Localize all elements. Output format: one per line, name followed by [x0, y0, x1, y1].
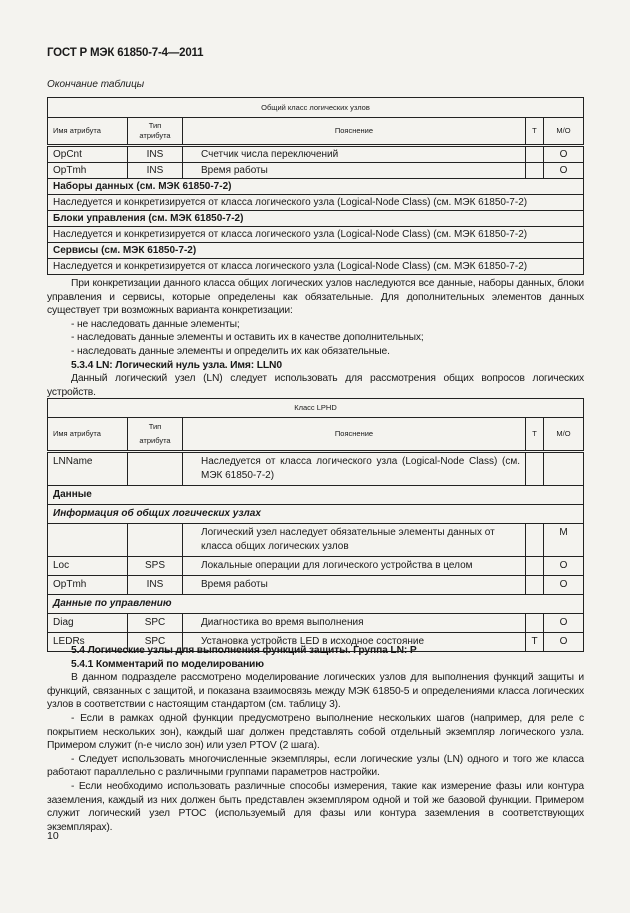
- cell-name: Diag: [48, 614, 128, 633]
- cell-mo: O: [543, 163, 583, 179]
- cell-type: [128, 452, 183, 486]
- table-row: [48, 614, 584, 633]
- col-header: Тип атрибута: [128, 418, 183, 452]
- cell-desc: Счетчик числа переключений: [183, 146, 526, 163]
- cell-mo: M: [544, 524, 584, 557]
- section-title: Наборы данных (см. МЭК 61850-7-2): [48, 179, 584, 195]
- cell-type: SPC: [128, 614, 183, 633]
- cell-mo: O: [544, 614, 584, 633]
- table-row: [48, 524, 584, 557]
- cell-desc: Наследуется от класса логического узла (Logical-Node Class) (см. МЭК 61850-7-2): [183, 452, 526, 486]
- section-title: Сервисы (см. МЭК 61850-7-2): [48, 243, 584, 259]
- cell-mo: O: [544, 576, 584, 595]
- document-header: ГОСТ Р МЭК 61850-7-4—2011: [47, 47, 204, 59]
- section-title: Данные: [48, 486, 584, 505]
- col-header: T: [525, 118, 543, 146]
- cell-t: [525, 146, 543, 163]
- cell-desc: Установка устройств LED в исходное состояние: [183, 633, 526, 652]
- cell-name: [48, 524, 128, 557]
- table-row: [48, 576, 584, 595]
- cell-mo: O: [544, 557, 584, 576]
- cell-type: [128, 524, 183, 557]
- col-header: Пояснение: [183, 418, 526, 452]
- table-row: [48, 146, 584, 163]
- body-text-1: [47, 277, 584, 399]
- body-text-2: [47, 644, 584, 834]
- paragraph: В данном подразделе рассмотрено моделирование логических узлов для выполнения функций защиты и функций, связанных с защитой, и показана взаимосвязь между МЭК 61850-5 и определениями класса логических узлов в соответствии с настоящим стандартом (см. таблицу 3).: [47, 672, 584, 711]
- cell-desc: Логический узел наследует обязательные элементы данных от класса общих логических узлов: [183, 524, 526, 557]
- subsection-heading: 5.4.1 Комментарий по моделированию: [71, 658, 264, 670]
- table-title: Общий класс логических узлов: [48, 98, 584, 118]
- table-row: [48, 163, 584, 179]
- cell-mo: O: [543, 146, 583, 163]
- cell-t: [526, 524, 544, 557]
- cell-type: SPS: [128, 557, 183, 576]
- section-text: Наследуется и конкретизируется от класса логического узла (Logical-Node Class) (см. МЭК 61850-7-2): [48, 195, 584, 211]
- col-header: Пояснение: [183, 118, 526, 146]
- paragraph: Данный логический узел (LN) следует использовать для рассмотрения общих вопросов логических устройств.: [47, 373, 584, 398]
- cell-type: INS: [128, 146, 183, 163]
- section-title: Данные по управлению: [48, 595, 584, 614]
- cell-mo: [544, 452, 584, 486]
- table-caption: Окончание таблицы: [47, 79, 145, 90]
- cell-name: LNName: [48, 452, 128, 486]
- cell-type: SPC: [128, 633, 183, 652]
- cell-desc: Локальные операции для логического устройства в целом: [183, 557, 526, 576]
- paragraph: При конкретизации данного класса общих логических узлов наследуются все данные, наборы данных, блоки управления и сервисы, которые определены как обязательные. Для дополнительных элементов данных существует три возможных варианта конкретизации:: [47, 278, 584, 317]
- cell-name: OpCnt: [48, 146, 128, 163]
- col-header: М/О: [543, 118, 583, 146]
- cell-mo: O: [544, 633, 584, 652]
- section-text: Наследуется и конкретизируется от класса логического узла (Logical-Node Class) (см. МЭК 61850-7-2): [48, 227, 584, 243]
- col-header: Имя атрибута: [48, 118, 128, 146]
- cell-type: INS: [128, 576, 183, 595]
- table-row: [48, 452, 584, 486]
- cell-t: T: [526, 633, 544, 652]
- table-row: [48, 557, 584, 576]
- cell-name: LEDRs: [48, 633, 128, 652]
- section-title: Блоки управления (см. МЭК 61850-7-2): [48, 211, 584, 227]
- paragraph: - Если необходимо использовать различные способы измерения, такие как измерение фазы или контура заземления, каждый из них должен быть представлен экземпляром одной и той же базовой функции. Примером служит логический узел PTOC (используемый для фазы или контура заземления в соответствующих экземплярах).: [47, 780, 584, 833]
- cell-type: INS: [128, 163, 183, 179]
- page-number: 10: [47, 830, 59, 842]
- cell-name: Loc: [48, 557, 128, 576]
- list-item: - не наследовать данные элементы;: [71, 318, 240, 330]
- paragraph: - Если в рамках одной функции предусмотрено выполнение нескольких шагов (например, для реле с покрытием нескольких зон), каждый шаг должен представлять собой отдельный экземпляр логического узла. Примером служит (n-е число зон) или узел PTOV (2 шага).: [47, 712, 584, 752]
- col-header: Тип атрибута: [128, 118, 183, 146]
- list-item: - наследовать данные элементы и оставить их в качестве дополнительных;: [71, 332, 424, 344]
- cell-t: [526, 576, 544, 595]
- section-heading: 5.3.4 LN: Логический нуль узла. Имя: LLN0: [71, 359, 282, 371]
- col-header: М/О: [544, 418, 584, 452]
- section-heading: 5.4 Логические узлы для выполнения функций защиты. Группа LN: P: [71, 645, 417, 656]
- cell-desc: Время работы: [183, 163, 526, 179]
- cell-t: [525, 163, 543, 179]
- cell-t: [526, 452, 544, 486]
- section-title: Информация об общих логических узлах: [48, 505, 584, 524]
- table-general-ln-class: [47, 97, 584, 275]
- cell-t: [526, 557, 544, 576]
- cell-name: OpTmh: [48, 163, 128, 179]
- section-text: Наследуется и конкретизируется от класса логического узла (Logical-Node Class) (см. МЭК 61850-7-2): [48, 259, 584, 275]
- cell-t: [526, 614, 544, 633]
- paragraph: - Следует использовать многочисленные экземпляры, если логические узлы (LN) одного и того же класса работают параллельно с различными группами параметров настройки.: [47, 753, 584, 779]
- cell-desc: Время работы: [183, 576, 526, 595]
- cell-desc: Диагностика во время выполнения: [183, 614, 526, 633]
- cell-name: OpTmh: [48, 576, 128, 595]
- table-title: Класс LPHD: [48, 399, 584, 418]
- col-header: T: [526, 418, 544, 452]
- list-item: - наследовать данные элементы и определить их как обязательные.: [71, 345, 390, 357]
- col-header: Имя атрибута: [48, 418, 128, 452]
- table-lphd: [47, 398, 584, 652]
